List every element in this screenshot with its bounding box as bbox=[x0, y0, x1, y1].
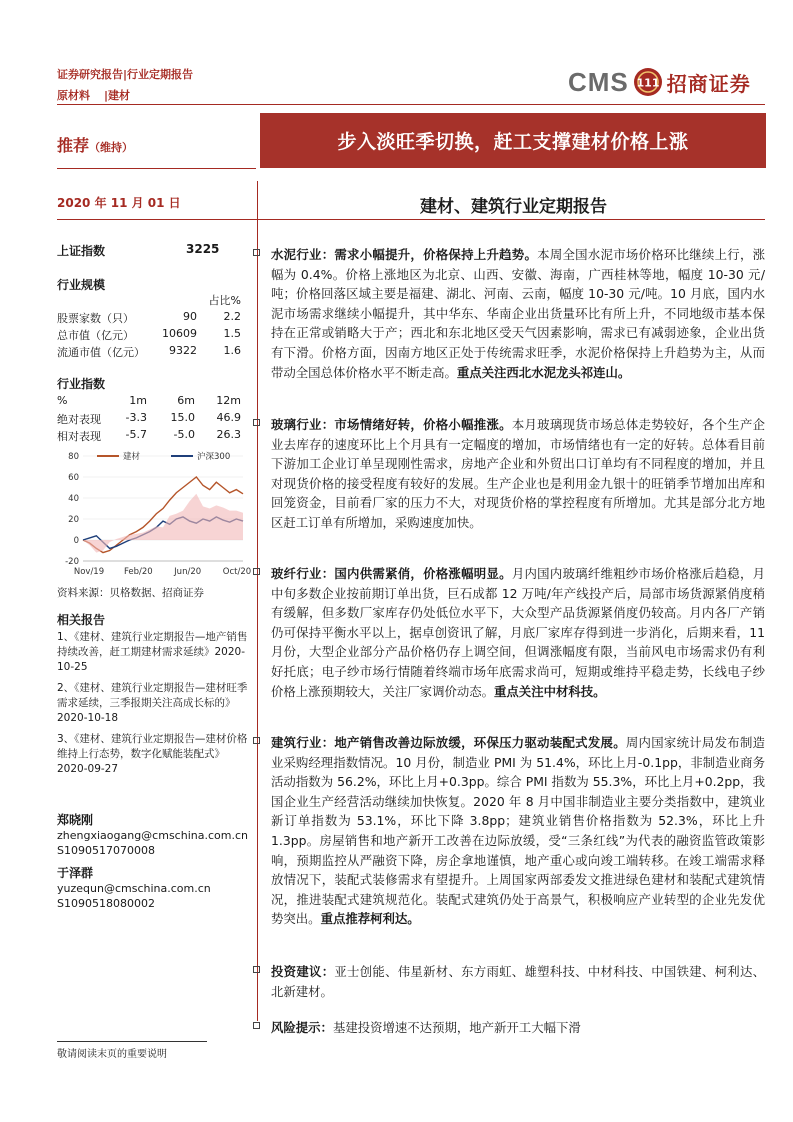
section-keyword: 投资建议： bbox=[271, 964, 335, 979]
analyst-block bbox=[57, 813, 248, 858]
index-row-label: 相对表现 bbox=[57, 430, 101, 443]
section-keyword: 玻纤行业：国内供需紧俏，价格涨幅明显。 bbox=[271, 566, 512, 581]
footer-divider bbox=[57, 1041, 207, 1042]
square-bullet-icon bbox=[253, 1022, 260, 1029]
scale-col-header: 占比% bbox=[208, 294, 241, 307]
x-tick-label: Jun/20 bbox=[174, 567, 202, 577]
scale-row-label: 总市值（亿元） bbox=[57, 329, 134, 342]
analyst-email[interactable]: yuzequn@cmschina.com.cn bbox=[57, 882, 211, 895]
section-body: 月内国内玻璃纤维粗纱市场价格涨后趋稳，月中旬多数企业按前期订单出货，巨石成都 12 万吨/年产线投产后，局部市场货源紧俏度稍有缓解，但多数厂家库存仍处低位水平下，大众型产品货源紧俏度仍较高。月内各厂产销仍可保持平衡水平以上，据卓创资讯了解，月底厂家库存得到进一步消化，后期来看，11 月份，大型企业部分产品价格仍存上调空间，但调涨幅度有限，当前风电市场需求仍有利好托底；电子纱市场行情随着终端市场年底需求尚可，短期或维持平稳走势，长线电子纱价格上涨预期较大，关注厂家调价动态。 bbox=[271, 566, 766, 699]
x-tick-label: Oct/20 bbox=[222, 567, 252, 577]
index-row-label: 绝对表现 bbox=[57, 413, 101, 426]
scale-row-value: 10609 bbox=[162, 327, 197, 340]
logo-text: CMS bbox=[568, 66, 629, 97]
analyst-cert: S1090517070008 bbox=[57, 844, 155, 857]
rating-label: 推荐 bbox=[57, 136, 90, 155]
index-row-1m: -5.7 bbox=[125, 428, 147, 441]
scale-row-label: 股票家数（只） bbox=[57, 312, 134, 325]
scale-row-pct: 1.5 bbox=[223, 327, 241, 340]
index-performance-chart bbox=[57, 448, 255, 583]
related-report-item[interactable]: 3、《建材、建筑行业定期报告—建材价格维持上行态势，数字化赋能装配式》2020-09-27 bbox=[57, 733, 248, 775]
square-bullet-icon bbox=[253, 419, 260, 426]
industry-index-title: 行业指数 bbox=[57, 377, 106, 391]
index-row-12m: 26.3 bbox=[216, 428, 241, 441]
logo-badge-text: 111 bbox=[636, 76, 660, 90]
y-tick-label: 0 bbox=[73, 536, 79, 546]
industry-index-table bbox=[57, 394, 247, 446]
related-report-item[interactable]: 1、《建材、建筑行业定期报告—地产销售持续改善，赶工期建材需求延续》2020-10-25 bbox=[57, 631, 248, 673]
section-keyword: 建筑行业：地产销售改善边际放缓，环保压力驱动装配式发展。 bbox=[271, 735, 626, 750]
logo-chinese-name: 招商证券 bbox=[666, 71, 751, 96]
section-fiberglass bbox=[271, 564, 765, 701]
y-tick-label: 20 bbox=[68, 515, 79, 525]
y-tick-label: -20 bbox=[65, 557, 79, 567]
scale-row-pct: 2.2 bbox=[223, 310, 241, 323]
cms-logo bbox=[568, 62, 751, 102]
industry-path bbox=[57, 87, 130, 103]
section-construction bbox=[271, 733, 765, 929]
index-col-header: 12m bbox=[216, 394, 241, 407]
index-col-header: % bbox=[57, 394, 68, 407]
industry-level-2: |建材 bbox=[104, 89, 131, 102]
chart-legend bbox=[97, 451, 230, 462]
relative-performance-area bbox=[83, 494, 243, 553]
section-highlight: 重点关注西北水泥龙头祁连山。 bbox=[456, 364, 631, 380]
square-bullet-icon bbox=[253, 966, 260, 973]
x-tick-label: Nov/19 bbox=[73, 567, 105, 577]
chart-series bbox=[83, 477, 243, 553]
chart-y-axis bbox=[65, 452, 79, 567]
scale-row-value: 90 bbox=[183, 310, 197, 323]
rating-sub: （维持） bbox=[89, 141, 134, 154]
legend-label: 沪深300 bbox=[197, 452, 231, 462]
report-category: 证券研究报告|行业定期报告 bbox=[57, 68, 194, 81]
analyst-name: 于泽群 bbox=[57, 866, 94, 880]
analyst-block bbox=[57, 866, 211, 911]
index-row-1m: -3.3 bbox=[125, 411, 147, 424]
square-bullet-icon bbox=[253, 249, 260, 256]
industry-level-1: 原材料 bbox=[57, 89, 90, 102]
index-row-12m: 46.9 bbox=[216, 411, 241, 424]
date-divider bbox=[57, 219, 765, 220]
header-divider bbox=[57, 104, 765, 105]
section-highlight: 重点推荐柯利达。 bbox=[320, 911, 420, 927]
x-tick-label: Feb/20 bbox=[123, 567, 153, 577]
section-keyword: 玻璃行业：市场情绪好转，价格小幅推涨。 bbox=[271, 417, 512, 432]
analyst-cert: S1090518080002 bbox=[57, 897, 155, 910]
report-title-banner: 步入淡旺季切换，赶工支撑建材价格上涨 bbox=[260, 113, 766, 168]
index-value: 3225 bbox=[186, 242, 220, 256]
report-subtitle: 建材、建筑行业定期报告 bbox=[420, 197, 607, 217]
index-col-header: 1m bbox=[129, 394, 147, 407]
index-row-6m: -5.0 bbox=[173, 428, 195, 441]
legend-label: 建材 bbox=[123, 452, 141, 462]
industry-scale-title: 行业规模 bbox=[57, 278, 106, 292]
index-label: 上证指数 bbox=[57, 244, 106, 258]
y-tick-label: 40 bbox=[68, 494, 79, 504]
section-body: 本月玻璃现货市场总体走势较好，各个生产企业去库存的速度环比上个月具有一定幅度的增加，市场情绪也有一定的好转。总体看目前下游加工企业订单呈现刚性需求，房地产企业和外贸出口订单均有不同程度的增加，并且对现货价格的接受程度有较好的发展。生产企业也是利用金九银十的旺销季节增加出库和回笼资金，目前看厂家的压力不大，对现货价格的掌控程度有所增加。尤其是部分北方地区赶工订单有所增加，采购速度加快。 bbox=[271, 417, 766, 530]
analyst-email[interactable]: zhengxiaogang@cmschina.com.cn bbox=[57, 829, 248, 842]
rating bbox=[57, 133, 133, 156]
y-tick-label: 60 bbox=[68, 473, 79, 483]
report-date: 2020 年 11 月 01 日 bbox=[57, 196, 181, 210]
y-tick-label: 80 bbox=[68, 452, 79, 462]
section-highlight: 重点关注中材科技。 bbox=[494, 683, 606, 699]
index-col-header: 6m bbox=[177, 394, 195, 407]
analyst-name: 郑晓刚 bbox=[57, 813, 94, 827]
rating-divider bbox=[57, 168, 256, 169]
square-bullet-icon bbox=[253, 568, 260, 575]
square-bullet-icon bbox=[253, 737, 260, 744]
section-keyword: 风险提示： bbox=[271, 1020, 333, 1035]
section-body: 亚士创能、伟星新材、东方雨虹、雄塑科技、中材科技、中国铁建、柯利达、北新建材。 bbox=[271, 964, 766, 999]
chart-x-axis bbox=[74, 567, 251, 577]
related-reports-title: 相关报告 bbox=[57, 613, 106, 627]
related-report-item[interactable]: 2、《建材、建筑行业定期报告—建材旺季需求延续，三季报期关注高成长标的》2020-10-18 bbox=[57, 682, 248, 724]
section-body: 本周全国水泥市场价格环比继续上行，涨幅为 0.4%。价格上涨地区为北京、山西、安徽、海南，广西桂林等地，幅度 10-30 元/吨；价格回落区域主要是福建、湖北、河南、云南，幅度 10-30 元/吨。10 月底，国内水泥市场需求继续小幅提升，其中华东、华南企业出货量环比有所上升，不同地级市基本保持在正常或销略大于产；西北和东北地区受天气因素影响，需求已有减弱迹象，企业出货有下滑。价格方面，因南方地区正处于传统需求旺季，水泥价格保持上升趋势为主，从而带动全国总体价格水平不断走高。 bbox=[271, 247, 766, 380]
section-keyword: 水泥行业：需求小幅提升，价格保持上升趋势。 bbox=[271, 247, 538, 262]
industry-scale-table bbox=[57, 292, 247, 362]
index-row-6m: 15.0 bbox=[170, 411, 195, 424]
section-cement bbox=[271, 245, 765, 382]
chart-source-note: 资料来源：贝格数据、招商证券 bbox=[57, 587, 204, 599]
section-risk bbox=[271, 1018, 765, 1038]
section-investment bbox=[271, 962, 765, 1001]
section-body: 周内国家统计局发布制造业采购经理指数情况。10 月份，制造业 PMI 为 51.4%，环比上月-0.1pp，非制造业商务活动指数为 56.2%，环比上月+0.3pp。综合 PMI 指数为 55.3%，环比上月+0.2pp，我国企业生产经营活动继续加快恢复。2020 年 8 月中国非制造业主要分类指数中，建筑业新订单指数为 53.1%，环比下降 3.8pp；建筑业销售价格指数为 52.3%，环比上升 1.3pp。房屋销售和地产新开工改善在边际放缓，受“三条红线”为代表的融资监管政策影响，预期监控从严融资下降，房企拿地谨慎，地产重心或向竣工端转移。在竣工端需求释放情况下，装配式装修需求有望提升。上周国家两部委发文推进绿色建材和装配式建筑情况，推进装配式建筑规范化。装配式建筑仍处于高景气，积极响应产业转型的企业先发优势突出。 bbox=[271, 735, 766, 927]
scale-row-value: 9322 bbox=[169, 344, 197, 357]
section-body: 基建投资增速不达预期，地产新开工大幅下滑 bbox=[332, 1020, 581, 1035]
column-divider bbox=[257, 181, 258, 1021]
logo-badge-icon bbox=[633, 67, 663, 97]
section-glass bbox=[271, 415, 765, 533]
footer-note: 敬请阅读末页的重要说明 bbox=[57, 1049, 167, 1060]
scale-row-label: 流通市值（亿元） bbox=[57, 346, 145, 359]
scale-row-pct: 1.6 bbox=[223, 344, 241, 357]
